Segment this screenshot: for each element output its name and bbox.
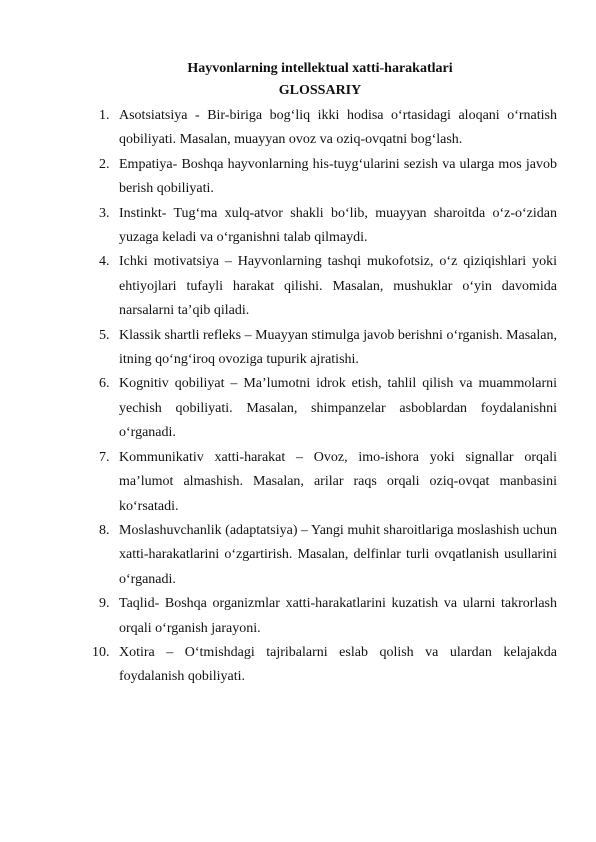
item-text: Kommunikativ xatti-harakat – Ovoz, imo-ishora yoki signallar orqali ma’lumot almashish. Masalan, arilar raqs orqali oziq-ovqat manbasini ko‘rsatadi. — [119, 449, 557, 514]
item-text: Kognitiv qobiliyat – Ma’lumotni idrok etish, tahlil qilish va muammolarni yechish qobiliyati. Masalan, shimpanzelar asboblardan foydalanishni o‘rganadi. — [119, 376, 557, 441]
item-text: Empatiya- Boshqa hayvonlarning his-tuyg‘ularini sezish va ularga mos javob berish qobiliyati. — [119, 156, 557, 197]
item-text: Taqlid- Boshqa organizmlar xatti-harakatlarini kuzatish va ularni takrorlash orqali o‘rganish jarayoni. — [119, 596, 557, 636]
glossary-item — [99, 372, 557, 445]
item-number: 8. — [99, 522, 110, 538]
item-number: 5. — [99, 327, 110, 343]
glossary-heading: GLOSSARIY — [278, 83, 362, 98]
item-number: 1. — [99, 108, 110, 123]
item-text: Ichki motivatsiya – Hayvonlarning tashqi mukofotsiz, o‘z qiziqishlari yoki ehtiyojlari tufayli harakat qilishi. Masalan, mushuklar o‘yin davomida narsalarni ta’qib qiladi. — [119, 254, 557, 319]
item-text: Asotsiatsiya - Bir-biriga bog‘liq ikki hodisa o‘rtasidagi aloqani o‘rnatish qobiliyati. Masalan, muayyan ovoz va oziq-ovqatni bog‘lash. — [119, 108, 557, 148]
glossary-item — [99, 104, 557, 153]
glossary-item — [99, 519, 557, 592]
glossary-list — [92, 104, 557, 690]
item-number: 6. — [99, 376, 110, 392]
glossary-item — [99, 446, 557, 519]
item-number: 7. — [99, 449, 110, 465]
glossary-item — [99, 250, 557, 323]
item-text: Moslashuvchanlik (adaptatsiya) – Yangi muhit sharoitlariga moslashish uchun xatti-harakatlarini o‘zgartirish. Masalan, delfinlar turli ovqatlanish usullarini o‘rganadi. — [119, 522, 557, 587]
glossary-item — [99, 324, 557, 373]
item-number: 3. — [99, 205, 110, 221]
glossary-item — [99, 202, 557, 251]
item-text: Klassik shartli refleks – Muayyan stimulga javob berishni o‘rganish. Masalan, itning qo‘ng‘iroq ovoziga tupurik ajratishi. — [119, 327, 557, 368]
glossary-item — [99, 153, 557, 202]
item-number: 9. — [99, 596, 110, 612]
item-number: 2. — [99, 156, 110, 172]
item-text: Xotira – O‘tmishdagi tajribalarni eslab qolish va ulardan kelajakda foydalanish qobiliyati. — [119, 644, 557, 685]
page-title: Hayvonlarning intellektual xatti-harakatlari — [187, 61, 453, 76]
item-number: 10. — [92, 644, 110, 660]
item-text: Instinkt- Tug‘ma xulq-atvor shakli bo‘lib, muayyan sharoitda o‘z-o‘zidan yuzaga keladi va o‘rganishni talab qilmaydi. — [119, 205, 557, 246]
item-number: 4. — [99, 254, 110, 270]
glossary-item — [92, 641, 557, 690]
glossary-item — [99, 592, 557, 641]
